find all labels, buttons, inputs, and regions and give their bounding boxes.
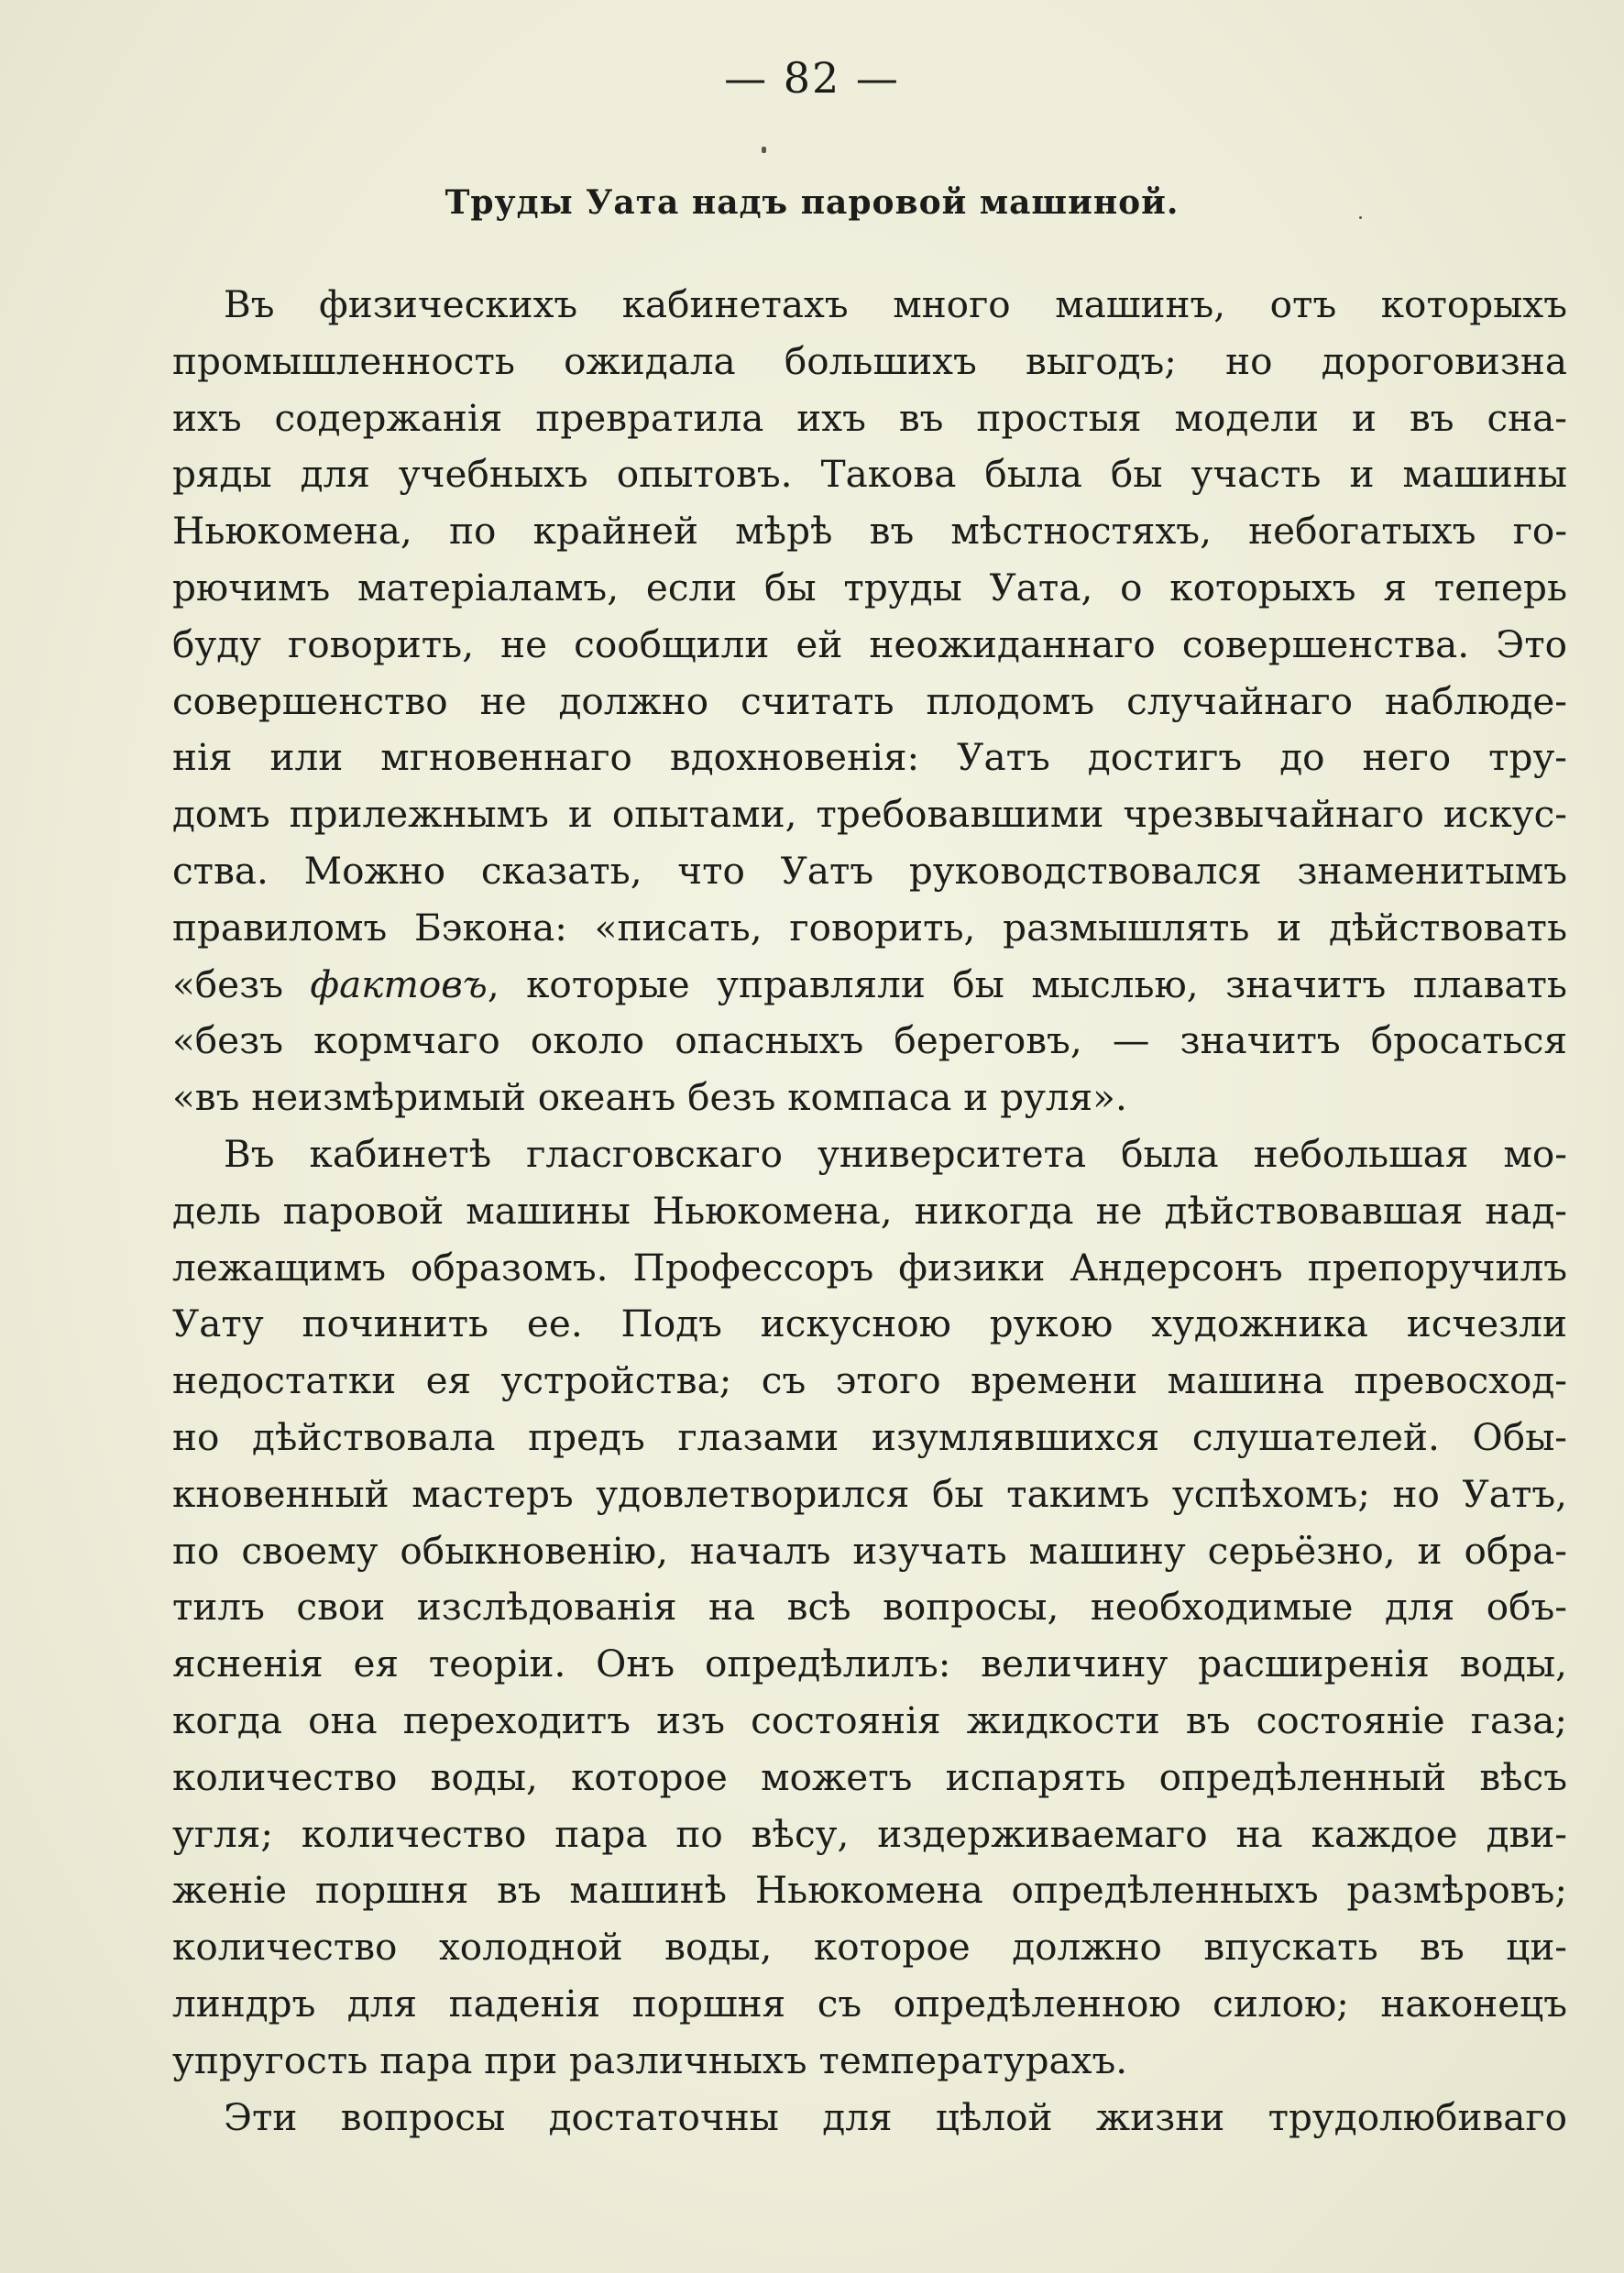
text-line: Въ физическихъ кабинетахъ много машинъ, отъ которыхъ [224,282,1567,326]
ink-speck [762,147,766,153]
text-line: ряды для учебныхъ опытовъ. Такова была бы участь и машины [172,452,1567,497]
text-line: угля; количество пара по вѣсу, издерживаемаго на каждое дви- [172,1811,1567,1856]
text-line: ихъ содержанія превратила ихъ въ простыя модели и въ сна- [172,395,1567,440]
text-line: правиломъ Бэкона: «писать, говорить, размышлять и дѣйствовать [172,905,1567,950]
paragraph [172,277,1567,1126]
paragraph [172,2090,1567,2147]
section-heading: Труды Уата надъ паровой машиной. [444,183,1180,222]
text-line: Ньюкомена, по крайней мѣрѣ въ мѣстностяхъ, небогатыхъ го- [172,509,1567,554]
text-line: совершенство не должно считать плодомъ случайнаго наблюде- [172,678,1567,723]
italic-word: фактовъ [310,961,488,1006]
text-line: Уату починить ее. Подъ искусною рукою художника исчезли [172,1301,1567,1346]
text-line: Эти вопросы достаточны для цѣлой жизни трудолюбиваго [224,2094,1567,2139]
text-line: по своему обыкновенію, началъ изучать машину серьёзно, и обра- [172,1528,1567,1573]
text-fragment: , которые управляли бы мыслью, значитъ плавать [487,961,1567,1006]
text-line: упругость пара при различныхъ температурахъ. [172,2037,1128,2082]
text-line: но дѣйствовала предъ глазами изумлявшихся слушателей. Обы- [172,1414,1567,1459]
page-number: — 82 — [724,53,900,103]
text-line: линдръ для паденія поршня съ опредѣленною силою; наконецъ [172,1981,1567,2026]
text-line [172,957,1567,1014]
text-line: тилъ свои изслѣдованія на всѣ вопросы, необходимые для объ- [172,1585,1567,1630]
text-line: ясненія ея теоріи. Онъ опредѣлилъ: величину расширенія воды, [172,1642,1567,1686]
text-line: количество воды, которое можетъ испарять опредѣленный вѣсъ [172,1754,1567,1799]
text-line: Въ кабинетѣ гласговскаго университета была небольшая мо- [224,1131,1567,1176]
text-line: количество холодной воды, которое должно впускать въ ци- [172,1925,1567,1970]
text-line: нія или мгновеннаго вдохновенія: Уатъ достигъ до него тру- [172,735,1567,780]
text-fragment: «безъ [172,961,311,1006]
text-line: когда она переходитъ изъ состоянія жидкости въ состояніе газа; [172,1697,1567,1742]
text-line: промышленность ожидала большихъ выгодъ; но дороговизна [172,338,1567,383]
text-line: ства. Можно сказать, что Уатъ руководствовался знаменитымъ [172,848,1567,893]
body-text [172,277,1567,2146]
text-line: дель паровой машины Ньюкомена, никогда не дѣйствовавшая над- [172,1188,1567,1233]
text-line: буду говорить, не сообщили ей неожиданнаго совершенства. Это [172,621,1567,666]
text-line: «безъ кормчаго около опасныхъ береговъ, — значитъ бросаться [172,1018,1567,1063]
text-line: рючимъ матеріаламъ, если бы труды Уата, о которыхъ я теперь [172,565,1567,609]
text-line: домъ прилежнымъ и опытами, требовавшими чрезвычайнаго искус- [172,792,1567,837]
text-line: «въ неизмѣримый океанъ безъ компаса и руля». [172,1075,1127,1120]
text-line: недостатки ея устройства; съ этого времени машина превосход- [172,1358,1567,1403]
text-line: женіе поршня въ машинѣ Ньюкомена опредѣленныхъ размѣровъ; [172,1868,1567,1913]
text-line: кновенный мастеръ удовлетворился бы такимъ успѣхомъ; но Уатъ, [172,1471,1567,1516]
paragraph [172,1126,1567,2090]
text-line: лежащимъ образомъ. Профессоръ физики Андерсонъ препоручилъ [172,1245,1567,1290]
